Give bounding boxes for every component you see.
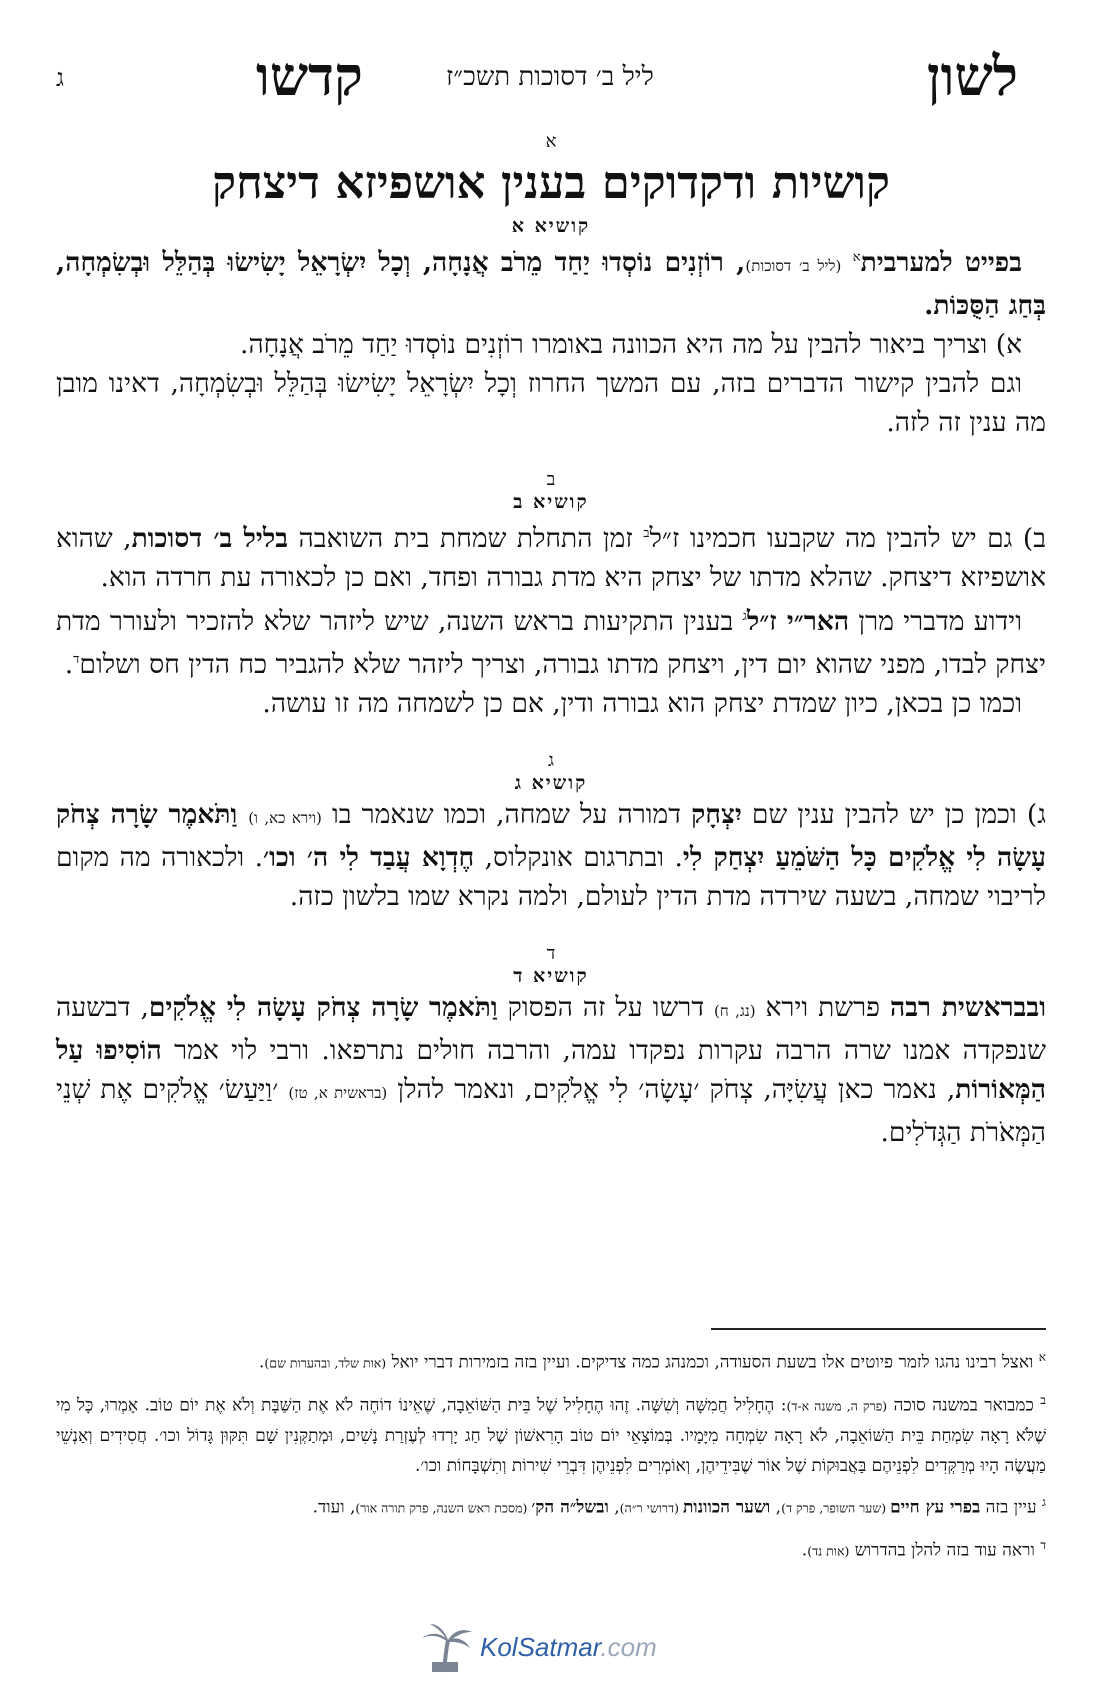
text: זמן התחלת שמחת בית השואבה — [288, 522, 644, 554]
logo-domain: .com — [600, 1632, 657, 1662]
text: ג) וכמן כן יש להבין ענין שם — [741, 799, 1046, 831]
footnote-ref: ד — [73, 652, 80, 668]
text: וראה עוד בזה להלן בהדרוש — [849, 1540, 1035, 1561]
text: ׳וַיַּעַשׂ׳ אֱלֹקִים אֶת שְׁנֵי הַמְּאֹרֹת הַגְּדֹלִים. — [56, 1074, 1046, 1149]
footnote-ref: א — [852, 250, 861, 265]
paragraph — [56, 238, 1046, 325]
footnote — [56, 1487, 1046, 1524]
text: דרשו על זה הפסוק — [497, 992, 715, 1024]
section-title: קושיא ג — [514, 772, 588, 795]
bold-text: ושער הכוונות — [682, 1497, 771, 1518]
source-ref: (אות נד) — [807, 1543, 850, 1559]
bold-text: ובבראשית רבה — [889, 992, 1046, 1024]
text: : הֶחָלִיל חֲמִשָּׁה וְשִׁשָּׁה. זֶהוּ הֶחָלִיל שֶׁל בֵּית הַשּׁוֹאֵבָה, שֶׁאֵינוֹ דוֹחֶה לֹא אֶת הַשַּׁבָּת וְלֹא אֶת יוֹם טוֹב. אָמְרוּ, כָּל מִי שֶׁלֹּא רָאָה שִׂמְחַת בֵּית הַשּׁוֹאֵבָה, לֹא רָאָה שִׂמְחָה מִיָּמָיו. בְּמוֹצָאֵי יוֹם טוֹב הָרִאשׁוֹן שֶׁל חַג יָרְדוּ לְעֶזְרַת נָשִׁים, וּמְתַקְּנִין שָׁם תִּקּוּן גָּדוֹל וכו׳. חֲסִידִים וְאַנְשֵׁי מַעֲשֶׂה הָיוּ מְרַקְּדִים לִפְנֵיהֶם בַּאֲבוּקוֹת שֶׁל אוֹר שֶׁבִּידֵיהֶן, וְאוֹמְרִים לִפְנֵיהֶן דִּבְרֵי שִׁירוֹת וְתִשְׁבָּחוֹת וכו׳. — [56, 1395, 1046, 1477]
bold-text: בפרי עץ חיים — [890, 1497, 981, 1518]
text: עיין בזה — [980, 1497, 1037, 1518]
text: , — [608, 1497, 620, 1518]
text: , שהוא אושפיזא דיצחק. שהלא מדתו של יצחק היא מדת גבורה ופחד, ואם כן לכאורה עת חרדה הוא. — [56, 522, 1046, 593]
text: . ולכאורה מה מקום לריבוי שמחה, בשעה שירדה מדת הדין לעולם, ולמה נקרא שמו בלשון כזה. — [56, 842, 1046, 913]
footnote-divider — [711, 1328, 1046, 1330]
footnote — [56, 1342, 1046, 1379]
paragraph: וגם להבין קישור הדברים בזה, עם המשך החרוז וְכָל יִשְׂרָאֵל יָשִׂישׂוּ בְּהַלֵּל וּבְשִׂמְחָה, דאינו מובן מה ענין זה לזה. — [56, 367, 1046, 438]
footnote-marker: ג — [1042, 1495, 1046, 1510]
section-title: קושיא ב — [513, 490, 589, 513]
text: וידוע מדברי מרן — [849, 605, 1022, 637]
section-title: קושיא ד — [513, 965, 589, 988]
header-title-kodsho: קדשו — [256, 44, 363, 108]
logo-text — [480, 1632, 657, 1663]
text: , ועוד. — [312, 1497, 356, 1518]
header-subtitle: ליל ב׳ דסוכות תשכ״ז — [446, 62, 654, 92]
section-3 — [56, 751, 1046, 916]
text: . — [64, 649, 74, 681]
paragraph: וכמו כן בכאן, כיון שמדת יצחק הוא גבורה ודין, אם כן לשמחה מה זו עושה. — [262, 688, 1022, 720]
footnote — [56, 1385, 1046, 1482]
source-ref: (שער השופר, פרק ד) — [781, 1500, 891, 1516]
document-page — [56, 40, 1046, 1690]
section-2 — [56, 470, 1046, 723]
page-header — [56, 40, 1046, 110]
bold-text: , רוֹזְנִים נוֹסְדוּ יַחַד מֵרֹב אֲנָחָה, וְכָל יִשְׂרָאֵל יָשִׂישׂוּ בְּהַלֵּל וּבְשִׂמְחָה, בְּחַג הַסֻּכּוֹת. — [56, 246, 1046, 321]
header-title-lashon: לשון — [926, 44, 1018, 108]
text: בענין התקיעות בראש השנה, שיש ליזהר שלא להזכיר ולעורר מדת יצחק לבדו, מפני שהוא יום דין, ויצחק מדתו גבורה, וצריך ליזהר שלא להגביר כח הדין חס ושלום — [56, 605, 1046, 681]
text: . — [258, 1352, 265, 1373]
source-ref: (ליל ב׳ דסוכות) — [745, 256, 842, 275]
text: דמורה על שמחה, וכמו שנאמר בו — [321, 799, 692, 831]
section-mark: ג — [548, 750, 554, 772]
paragraph — [56, 514, 1046, 597]
footnote-marker: ב — [1040, 1392, 1047, 1407]
text: . ובתרגום אונקלוס, — [474, 842, 683, 874]
footnote-marker: א — [1038, 1350, 1046, 1364]
footnote-ref: ג — [742, 608, 747, 624]
section-mark: א — [545, 131, 557, 152]
text: , דבשעה שנפקדה אמנו שרה הרבה עקרות נפקדו עמה, והרבה חולים נתרפאו. ורבי לוי אמר — [56, 992, 1047, 1067]
paragraph — [56, 988, 1046, 1152]
source-ref: (נג, ח) — [714, 1002, 756, 1021]
palm-tree-icon — [418, 1622, 474, 1674]
bold-text: האר״י ז״ל — [746, 605, 850, 637]
bold-text: בליל ב׳ דסוכות — [131, 522, 289, 554]
source-ref: (וירא כא, ו) — [248, 809, 322, 828]
text: כמבואר במשנה סוכה — [887, 1395, 1034, 1416]
logo-name: KolSatmar — [480, 1632, 601, 1662]
text: , נאמר כאן עֲשִׂיָּה, צְחֹק ׳עָשָׂה׳ לִי אֱלֹקִים, ונאמר להלן — [387, 1074, 956, 1106]
footnote-marker: ד — [1040, 1537, 1046, 1552]
footnote-ref: ב — [643, 525, 650, 541]
source-ref: (מסכת ראש השנה, פרק תורה אור) — [355, 1500, 532, 1516]
source-ref: (דרושי ר״ה) — [619, 1500, 683, 1516]
bold-text: בפייט למערבית — [860, 246, 1022, 278]
text: . — [801, 1540, 808, 1561]
kolsatmar-logo — [418, 1622, 658, 1674]
section-title: קושיא א — [511, 215, 591, 237]
source-ref: (אות שלד, ובהערות שם) — [264, 1355, 387, 1371]
source-ref: (בראשית א, טז) — [288, 1084, 388, 1103]
footnotes — [56, 1342, 1046, 1573]
main-title: קושיות ודקדוקים בענין אושפיזא דיצחק — [211, 156, 890, 209]
bold-text: ובשל״ה הק׳ — [531, 1497, 609, 1518]
bold-text: חֶדְוָא עֲבַד לִי ה׳ וכו׳ — [263, 842, 475, 874]
section-4 — [56, 944, 1046, 1152]
text: פרשת וירא — [755, 992, 890, 1024]
section-mark: ב — [546, 468, 556, 490]
section-1 — [56, 214, 1046, 442]
paragraph — [56, 597, 1046, 685]
page-number: ג — [56, 64, 64, 92]
text: ואצל רבינו נהגו לזמר פיוטים אלו בשעת הסעודה, וכמנהג כמה צדיקים. ועיין בזה בזמירות דברי יואל — [386, 1352, 1034, 1373]
source-ref: (פרק ה, משנה א-ד) — [786, 1398, 888, 1414]
text: ב) גם יש להבין מה שקבעו חכמינו ז״ל — [649, 522, 1047, 554]
section-mark: ד — [546, 943, 556, 965]
bold-text: וַתֹּאמֶר שָׂרָה צְחֹק עָשָׂה לִי אֱלֹקִים — [148, 992, 498, 1024]
bold-text: וַתֹּאמֶר שָׂרָה צְחֹק עָשָׂה לִי אֱלֹקִים כָּל הַשֹּׁמֵעַ יִצְחַק לִי — [56, 799, 1046, 874]
bold-text: הוֹסִיפוּ עַל הַמְּאוֹרוֹת — [56, 1035, 1046, 1106]
paragraph — [56, 795, 1046, 916]
text: , — [770, 1497, 782, 1518]
paragraph: א) וצריך ביאור להבין על מה היא הכוונה באומרו רוֹזְנִים נוֹסְדוּ יַחַד מֵרֹב אֲנָחָה. — [240, 328, 1022, 360]
footnote — [56, 1530, 1046, 1567]
bold-text: יִצְחָק — [691, 799, 742, 831]
